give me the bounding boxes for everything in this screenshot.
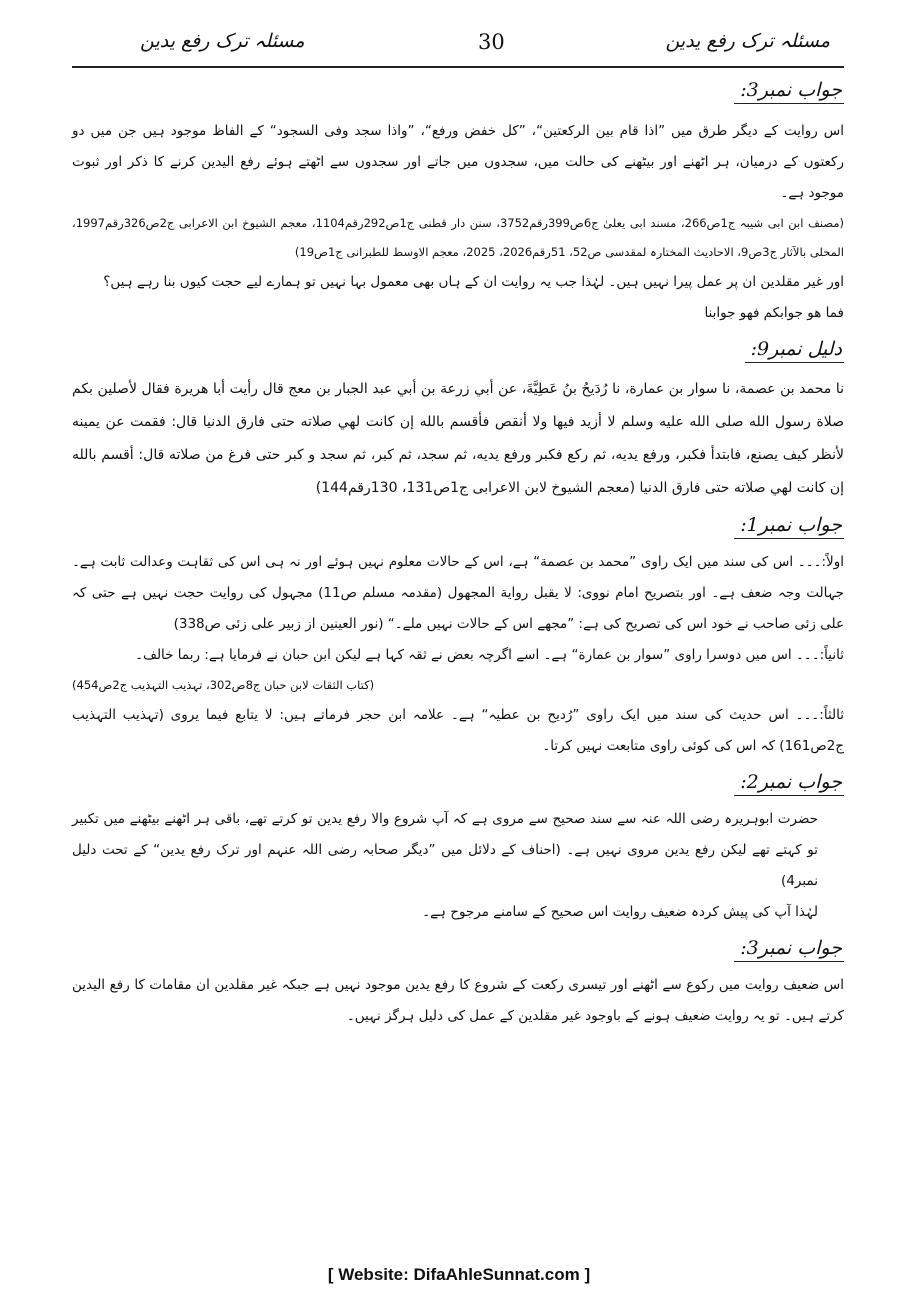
reference-note: (مصنف ابن ابی شیبہ ج1ص266، مسند ابی یعلیٰ ج6ص399رقم3752، سنن دار قطنی ج1ص292رقم1104، معجم الشیوخ ابن الاعرابی ج2ص326رقم1997، المحلی بالآثار ج3ص9، الاحادیث المختارہ لمقدسی ص52، 51رقم2026، 2025، معجم الاوسط للطبرانی ج1ص19): [72, 216, 844, 259]
paragraph: لہٰذا آپ کی پیش کردہ ضعیف روایت اس صحیح کے سامنے مرجوح ہے۔: [422, 904, 818, 920]
section-heading-evidence-9: دلیل نمبر9:: [745, 337, 844, 363]
running-subtitle: مسئلہ ترک رفع یدین: [140, 30, 305, 52]
website-footer: [ Website: DifaAhleSunnat.com ]: [327, 1265, 591, 1284]
paragraph: اولاً:۔۔۔ اس کی سند میں ایک راوی ”محمد بن عصمة“ ہے، اس کے حالات معلوم نہیں ہوئے اور نہ ہی اس کی ثقاہت وعدالت ثابت ہے۔ جہالت وجہ ضعف ہے۔ اور بتصریح امام نووی: لا یقبل روایة المجھول (مقدمہ مسلم ص11) مجہول کی روایت حجت نہیں ہے حتی کہ علی زئی صاحب نے خود اس کی تصریح کی ہے: ”مجھے اس کے حالات نہیں ملے۔“ (نور العینین از زبیر علی زئی ص338): [72, 554, 844, 632]
paragraph: اس روایت کے دیگر طرق میں ”اذا قام بین الرکعتین“، ”کل خفض ورفع“، ”واذا سجد وفی السجود“ کے الفاظ موجود ہیں جن میں دو رکعتوں کے درمیان، ہر اٹھنے اور بیٹھنے کی حالت میں، سجدوں میں جاتے اور سجدوں سے اٹھتے ہوئے رفع الیدین کرنے کا ذکر اور ثبوت موجود ہے۔: [72, 123, 844, 201]
reference-note: (کتاب الثقات لابن حبان ج8ص302، تہذیب التہذیب ج2ص454): [72, 678, 375, 692]
paragraph: اس ضعیف روایت میں رکوع سے اٹھنے اور تیسری رکعت کے شروع کا رفع یدین موجود نہیں ہے جبکہ غیر مقلدین ان مقامات کا رفع الیدین کرتے ہیں۔ تو یہ روایت ضعیف ہونے کے باوجود غیر مقلدین کے عمل کی دلیل ہرگز نہیں۔: [72, 977, 844, 1024]
running-title: مسئلہ ترک رفع یدین: [665, 30, 830, 52]
page-number: 30: [478, 30, 505, 54]
paragraph: اور غیر مقلدین ان پر عمل پیرا نہیں ہیں۔ لہٰذا جب یہ روایت ان کے ہاں بھی معمول بہا نہیں تو ہمارے لیے حجت کیوں بنا رہے ہیں؟: [103, 274, 844, 290]
section-heading-answer-1: جواب نمبر1:: [734, 513, 844, 539]
paragraph: حضرت ابوہریرہ رضی اللہ عنہ سے سند صحیح سے مروی ہے کہ آپ شروع والا رفع یدین تو کرتے تھے، باقی ہر اٹھنے بیٹھنے میں تکبیر تو کہتے تھے لیکن رفع یدین مروی نہیں ہے۔ (احناف کے دلائل میں ”دیگر صحابہ رضی اللہ عنہم اور ترک رفع یدین“ کے تحت دلیل نمبر4): [72, 811, 818, 889]
arabic-phrase: فما ھو جوابکم فھو جوابنا: [704, 305, 844, 321]
section-heading-answer-3b: جواب نمبر3:: [734, 936, 844, 962]
header-rule: [72, 66, 844, 68]
section-heading-answer-2: جواب نمبر2:: [734, 770, 844, 796]
paragraph: ثانیاً:۔۔۔ اس میں دوسرا راوی ”سوار بن عمارة“ ہے۔ اسے اگرچہ بعض نے ثقہ کہا ہے لیکن ابن حبان نے فرمایا ہے: ربما خالف۔: [135, 647, 844, 663]
paragraph: ثالثاً:۔۔۔ اس حدیث کی سند میں ایک راوی ”رُدیح بن عطیہ“ ہے۔ علامہ ابن حجر فرماتے ہیں: لا یتابع فیما یروی (تہذیب التہذیب ج2ص161) کہ اس کی کوئی راوی متابعت نہیں کرتا۔: [72, 707, 844, 754]
hadith-text: نا محمد بن عصمة، نا سوار بن عمارة، نا رُدَیحُ بنُ عَطِیَّةَ، عن أبي زرعة بن أبي عبد الجبار بن معج قال رأیت أبا ھریرة فقال لأصلین بکم صلاة رسول الله صلی الله علیه وسلم لا أزید فیھا ولا أنقص فأقسم بالله إن کانت لھي صلاته حتی فارق الدنیا قال: فقمت عن یمینه لأنظر کیف یصنع، فابتدأ فکبر، ورفع یدیه، ثم رکع فکبر ورفع یدیه، ثم سجد، ثم کبر، ثم سجد و کبر حتی فرغ من صلاته قال: أقسم بالله إن کانت لھي صلاته حتی فارق الدنیا (معجم الشیوخ لابن الاعرابی ج1ص131، 130رقم144): [72, 381, 844, 496]
section-heading-answer-3: جواب نمبر3:: [734, 78, 844, 104]
page-content: [72, 74, 844, 1032]
